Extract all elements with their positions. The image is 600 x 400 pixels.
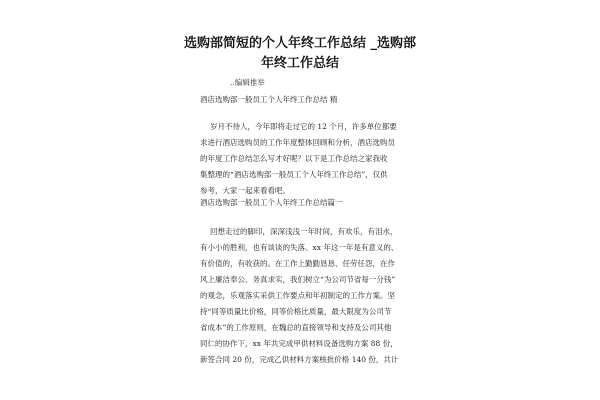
paragraph-line: 持“同等质量比价格，同等价格比质量，最大限度为公司节 <box>200 307 392 316</box>
paragraph-line: 求进行酒店选购员的工作年度整体回顾和分析，酒店选购员 <box>200 138 395 147</box>
paragraph-line: 的年度工作总结怎么写才好呢？以下是工作总结之家我收 <box>200 154 388 163</box>
editor-tag: ..编辑推举 <box>230 78 265 87</box>
paragraph-line: 风上廉洁奉公、务真求实，我们树立“为公司节省每一分钱” <box>200 275 396 284</box>
paragraph-line: 有价值的，有收获的。在工作上勤勤恳恳、任劳任怨，在作 <box>200 259 395 268</box>
document-subtitle: 酒店选购部一般员工个人年终工作总结 精 <box>200 95 338 104</box>
paragraph-line: 新签合同 20 份，完成乙供材料方案核批价格 140 份，共计 <box>200 355 399 364</box>
paragraph-line: 的观念，乐观落实采供工作要点和年初制定的工作方案。坚 <box>200 291 395 300</box>
paragraph-line: 有小小的胜利，也有谈谈的失落。xx 年这一年是有意义的、 <box>200 243 399 252</box>
paragraph-line: 参考，大家一起来看看吧。 <box>200 186 290 195</box>
paragraph-line: 省成本”的工作原则，在魏总的直接领导和支持及公司其他 <box>200 323 392 332</box>
title-line-1: 选购部简短的个人年终工作总结 _选购部 <box>183 36 417 51</box>
paragraph-line: 回想走过的脚印，深深浅浅一年时间，有欢乐，有泪水， <box>210 227 398 236</box>
paragraph-line: 同仁的协作下，xx 年共完成甲供材料设备选购方案 88 份， <box>200 339 398 348</box>
paragraph-line: 集整理的“酒店选购部一般员工个人年终工作总结”，仅供 <box>200 170 388 179</box>
section-heading: 酒店选购部一般员工个人年终工作总结篇一 <box>200 198 343 207</box>
document-title <box>150 34 450 74</box>
title-line-2: 年终工作总结 <box>260 56 339 71</box>
paragraph-line: 岁月不待人，今年即将走过它的 12 个月，许多单位都要 <box>210 122 397 131</box>
